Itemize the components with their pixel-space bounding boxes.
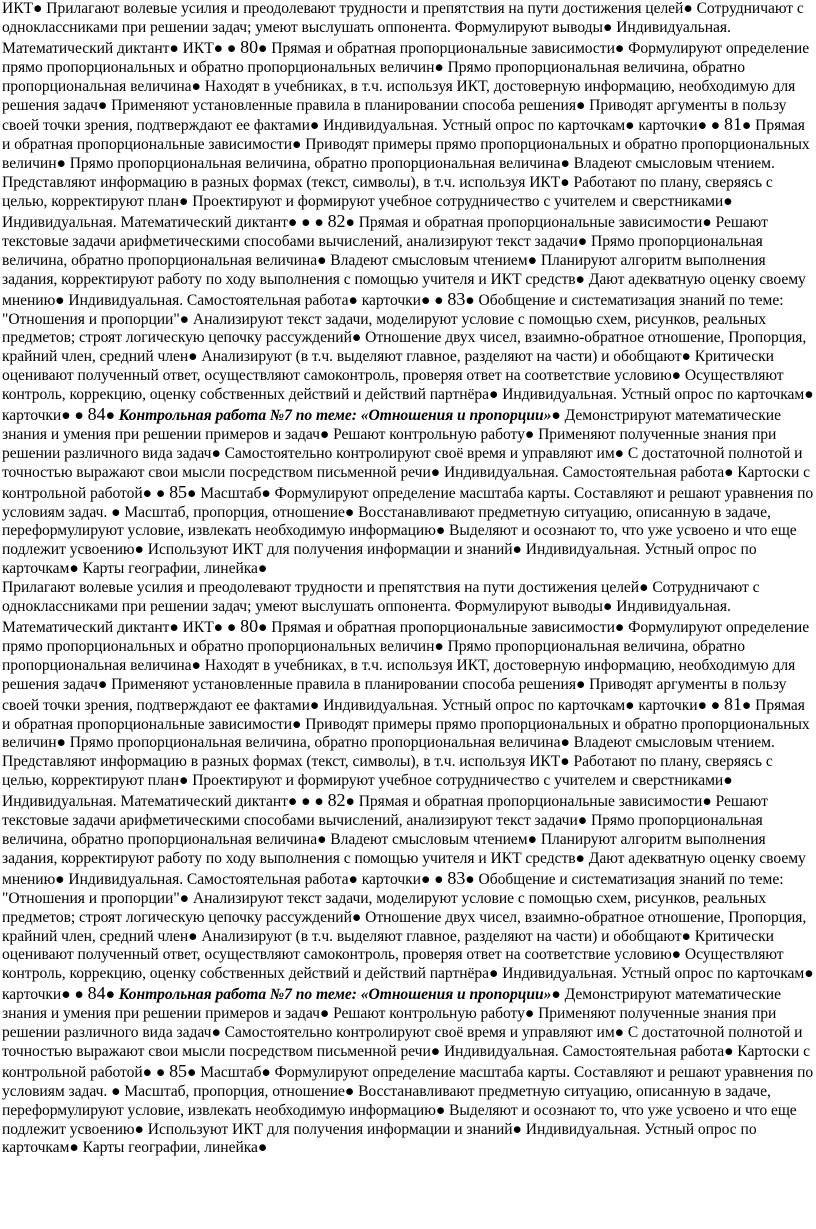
lesson-number: 80 <box>240 616 259 636</box>
text-segment: ● Прямая и обратная пропорциональные зависимости● Решают текстовые задачи арифметическими способами вычислений, анализируют текст задачи● Прямо пропорциональная величина, обратно пропорциональная величина● Владеют смысловым чтением● Планируют алгоритм выполнения задания, корректируют работу по ходу выполнения с помощью учителя и ИКТ средств● Дают адекватную оценку своему мнению● Индивидуальная. Самостоятельная работа● карточки● ● <box>2 213 806 309</box>
lesson-number: 85 <box>169 481 187 502</box>
lesson-number: 84 <box>87 404 106 425</box>
lesson-number: 83 <box>447 867 466 888</box>
lesson-number: 82 <box>327 790 346 811</box>
text-segment: ● Масштаб● Формулируют определение масштаба карты. Составляют и решают уравнения по условиям задач. ● Масштаб, пропорция, отношение● Восстанавливают предметную ситуацию, описанную в задаче, переформулируют условие, извлекать необходимую информацию● Выделяют и осознают то, что уже усвоено и что еще подлежит усвоению● Используют ИКТ для получения информации и знаний● Индивидуальная. Устный опрос по карточкам● Карты географии, линейка● <box>2 1063 814 1157</box>
text-block-1 <box>2 0 814 579</box>
text-segment: Прилагают волевые усилия и преодолевают трудности и препятствия на пути достижения целей● Сотрудничают с одноклассниками при решении задач; умеют выслушать оппонента. Формулируют выводы● Индивидуальная. Математический диктант● ИКТ● ● <box>2 579 760 636</box>
text-segment: ● Прямая и обратная пропорциональные зависимости● Приводят примеры прямо пропорциональных и обратно пропорциональных величин● Прямо пропорциональная величина, обратно пропорциональная величина● Владеют смысловым чтением. Представляют информацию в разных формах (текст, символы), в т.ч. используя ИКТ● Работают по плану, сверяясь с целью, корректируют план● Проектируют и формируют учебное сотрудничество с учителем и сверстниками● Индивидуальная. Математический диктант● ● ● <box>2 117 810 231</box>
lesson-number: 80 <box>240 36 259 57</box>
test-title: Контрольная работа №7 по теме: «Отношения и пропорции»● <box>118 986 561 1004</box>
lesson-number: 81 <box>724 693 742 714</box>
text-segment: ● Масштаб● Формулируют определение масштаба карты. Составляют и решают уравнения по условиям задач. ● Масштаб, пропорция, отношение● Восстанавливают предметную ситуацию, описанную в задаче, переформулируют условие, извлекать необходимую информацию● Выделяют и осознают то, что уже усвоено и что еще подлежит усвоению● Используют ИКТ для получения информации и знаний● Индивидуальная. Устный опрос по карточкам● Карты географии, линейка● <box>2 484 814 578</box>
text-segment: ● <box>105 986 119 1004</box>
lesson-number: 81 <box>724 114 742 135</box>
text-segment: ● Прямая и обратная пропорциональные зависимости● Решают текстовые задачи арифметическими способами вычислений, анализируют текст задачи● Прямо пропорциональная величина, обратно пропорциональная величина● Владеют смысловым чтением● Планируют алгоритм выполнения задания, корректируют работу по ходу выполнения с помощью учителя и ИКТ средств● Дают адекватную оценку своему мнению● Индивидуальная. Самостоятельная работа● карточки● ● <box>2 793 806 888</box>
text-segment: ● Прямая и обратная пропорциональные зависимости● Приводят примеры прямо пропорциональных и обратно пропорциональных величин● Прямо пропорциональная величина, обратно пропорциональная величина● Владеют смысловым чтением. Представляют информацию в разных формах (текст, символы), в т.ч. используя ИКТ● Работают по плану, сверяясь с целью, корректируют план● Проектируют и формируют учебное сотрудничество с учителем и сверстниками● Индивидуальная. Математический диктант● ● ● <box>2 696 810 811</box>
text-block-2 <box>2 579 814 1158</box>
lesson-number: 85 <box>169 1060 187 1081</box>
text-segment: ● <box>105 407 119 425</box>
lesson-number: 84 <box>87 983 106 1004</box>
test-title: Контрольная работа №7 по теме: «Отношения и пропорции»● <box>118 407 561 425</box>
text-segment: ● Обобщение и систематизация знаний по теме: "Отношения и пропорции"● Анализируют текст задачи, моделируют условие с помощью схем, рисунков, реальных предметов; строят логическую цепочку рассуждений● Отношение двух чисел, взаимно-обратное отношение, Пропорция, крайний член, средний член● Анализируют (в т.ч. выделяют главное, разделяют на части) и обобщают● Критически оценивают полученный ответ, осуществляют самоконтроль, проверяя ответ на соответствие условию● Осуществляют контроль, коррекцию, оценку собственных действий и действий партнёра● Индивидуальная. Устный опрос по карточкам● карточки● ● <box>2 291 814 425</box>
text-segment: ● Прямая и обратная пропорциональные зависимости● Формулируют определение прямо пропорциональных и обратно пропорциональных величин● Прямо пропорциональная величина, обратно пропорциональная величина● Находят в учебниках, в т.ч. используя ИКТ, достоверную информацию, необходимую для решения задач● Применяют установленные правила в планировании способа решения● Приводят аргументы в пользу своей точки зрения, подтверждают ее фактами● Индивидуальная. Устный опрос по карточкам● карточки● ● <box>2 39 810 135</box>
lesson-number: 82 <box>327 210 346 231</box>
text-segment: ● Прямая и обратная пропорциональные зависимости● Формулируют определение прямо пропорциональных и обратно пропорциональных величин● Прямо пропорциональная величина, обратно пропорциональная величина● Находят в учебниках, в т.ч. используя ИКТ, достоверную информацию, необходимую для решения задач● Применяют установленные правила в планировании способа решения● Приводят аргументы в пользу своей точки зрения, подтверждают ее фактами● Индивидуальная. Устный опрос по карточкам● карточки● ● <box>2 619 810 714</box>
text-segment: ● Обобщение и систематизация знаний по теме: "Отношения и пропорции"● Анализируют текст задачи, моделируют условие с помощью схем, рисунков, реальных предметов; строят логическую цепочку рассуждений● Отношение двух чисел, взаимно-обратное отношение, Пропорция, крайний член, средний член● Анализируют (в т.ч. выделяют главное, разделяют на части) и обобщают● Критически оценивают полученный ответ, осуществляют самоконтроль, проверяя ответ на соответствие условию● Осуществляют контроль, коррекцию, оценку собственных действий и действий партнёра● Индивидуальная. Устный опрос по карточкам● карточки● ● <box>2 870 814 1004</box>
document-page <box>2 0 814 1158</box>
lesson-number: 83 <box>447 288 466 309</box>
text-segment: Демонстрируют математические знания и умения при решении примеров и задач● Решают контрольную работу● Применяют полученные знания при решении различного вида задач● Самостоятельно контролируют своё время и управляют им● С достаточной полнотой и точностью выражают свои мысли посредством письменной речи● Индивидуальная. Самостоятельная работа● Картоски с контрольной работой● ● <box>2 407 810 502</box>
text-segment: Демонстрируют математические знания и умения при решении примеров и задач● Решают контрольную работу● Применяют полученные знания при решении различного вида задач● Самостоятельно контролируют своё время и управляют им● С достаточной полнотой и точностью выражают свои мысли посредством письменной речи● Индивидуальная. Самостоятельная работа● Картоски с контрольной работой● ● <box>2 986 810 1081</box>
text-segment: ИКТ● Прилагают волевые усилия и преодолевают трудности и препятствия на пути достижения целей● Сотрудничают с одноклассниками при решении задач; умеют выслушать оппонента. Формулируют выводы● Индивидуальная. Математический диктант● ИКТ● ● <box>2 0 804 57</box>
